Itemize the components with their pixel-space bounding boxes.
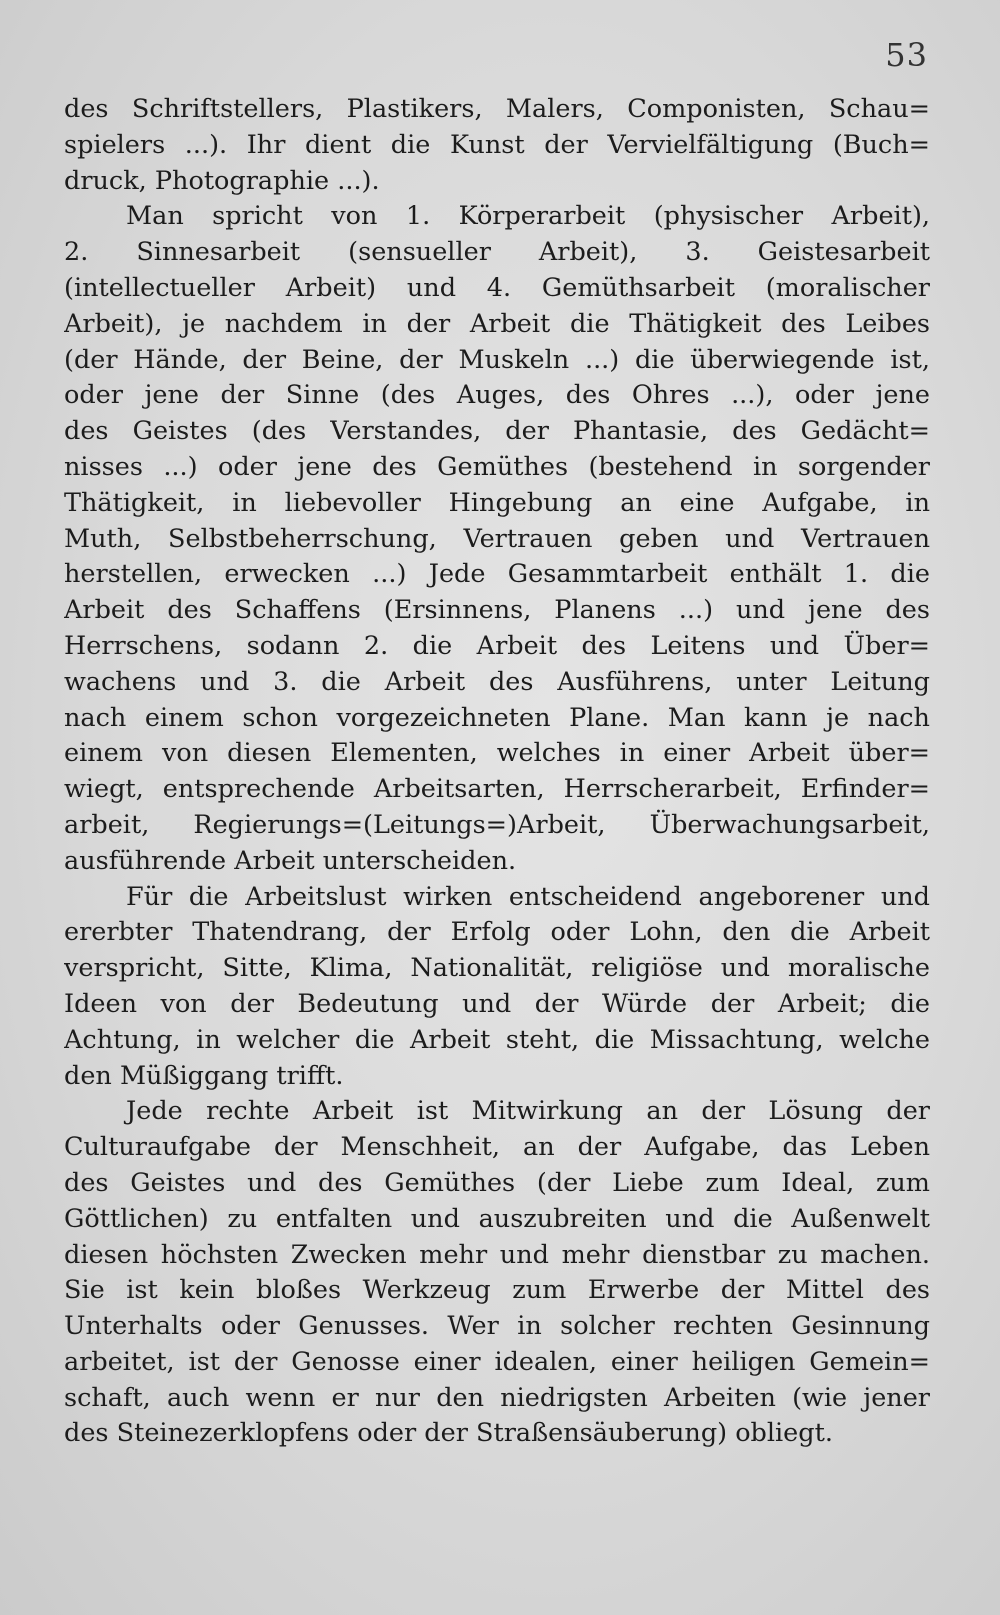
text-line: arbeitet, ist der Genosse einer idealen, einer heiligen Gemein=	[64, 1346, 930, 1377]
text-line: ausführende Arbeit unterscheiden.	[64, 845, 517, 876]
text-line: Jede rechte Arbeit ist Mitwirkung an der Lösung der	[126, 1096, 930, 1127]
text-line: Unterhalts oder Genusses. Wer in solcher rechten Gesinnung	[64, 1311, 930, 1342]
text-line: Sie ist kein bloßes Werkzeug zum Erwerbe der Mittel des	[64, 1275, 930, 1306]
text-line: Man spricht von 1. Körperarbeit (physischer Arbeit),	[126, 201, 930, 232]
text-line: den Müßiggang trifft.	[64, 1060, 344, 1091]
text-line: wachens und 3. die Arbeit des Ausführens, unter Leitung	[64, 666, 930, 697]
text-line: Thätigkeit, in liebevoller Hingebung an eine Aufgabe, in	[64, 487, 930, 518]
text-line: (intellectueller Arbeit) und 4. Gemüthsarbeit (moralischer	[64, 272, 930, 303]
text-line: Ideen von der Bedeutung und der Würde der Arbeit; die	[64, 988, 930, 1019]
text-line: des Geistes und des Gemüthes (der Liebe zum Ideal, zum	[64, 1167, 930, 1198]
text-line: 2. Sinnesarbeit (sensueller Arbeit), 3. Geistesarbeit	[64, 237, 930, 268]
text-line: Muth, Selbstbeherrschung, Vertrauen geben und Vertrauen	[64, 523, 930, 554]
text-line: Arbeit des Schaffens (Ersinnens, Planens ...) und jene des	[64, 595, 930, 626]
text-line: schaft, auch wenn er nur den niedrigsten Arbeiten (wie jener	[64, 1382, 930, 1413]
text-line: Herrschens, sodann 2. die Arbeit des Leitens und Über=	[64, 630, 930, 661]
text-line: verspricht, Sitte, Klima, Nationalität, religiöse und moralische	[64, 953, 930, 984]
body-text	[64, 92, 930, 1452]
text-line: oder jene der Sinne (des Auges, des Ohres ...), oder jene	[64, 380, 930, 411]
text-line: spielers ...). Ihr dient die Kunst der Vervielfältigung (Buch=	[64, 129, 930, 160]
text-line: des Geistes (des Verstandes, der Phantasie, des Gedächt=	[64, 416, 930, 447]
text-line: des Steinezerklopfens oder der Straßensäuberung) obliegt.	[64, 1418, 833, 1449]
text-line: Arbeit), je nachdem in der Arbeit die Thätigkeit des Leibes	[64, 308, 930, 339]
text-line: Göttlichen) zu entfalten und auszubreiten und die Außenwelt	[64, 1203, 930, 1234]
text-line: Für die Arbeitslust wirken entscheidend angeborener und	[126, 881, 930, 912]
text-line: diesen höchsten Zwecken mehr und mehr dienstbar zu machen.	[64, 1239, 930, 1270]
text-line: herstellen, erwecken ...) Jede Gesammtarbeit enthält 1. die	[64, 559, 930, 590]
text-line: des Schriftstellers, Plastikers, Malers, Componisten, Schau=	[64, 94, 930, 124]
text-line: arbeit, Regierungs=(Leitungs=)Arbeit, Überwachungsarbeit,	[64, 809, 930, 840]
text-line: ererbter Thatendrang, der Erfolg oder Lohn, den die Arbeit	[64, 917, 930, 948]
page-number: 53	[885, 36, 928, 74]
text-line: druck, Photographie ...).	[64, 165, 380, 196]
text-line: nisses ...) oder jene des Gemüthes (bestehend in sorgender	[64, 451, 930, 482]
text-line: wiegt, entsprechende Arbeitsarten, Herrscherarbeit, Erfinder=	[64, 774, 930, 805]
text-line: nach einem schon vorgezeichneten Plane. Man kann je nach	[64, 702, 930, 733]
text-line: einem von diesen Elementen, welches in einer Arbeit über=	[64, 738, 930, 769]
text-line: (der Hände, der Beine, der Muskeln ...) die überwiegende ist,	[64, 344, 930, 375]
text-line: Culturaufgabe der Menschheit, an der Aufgabe, das Leben	[64, 1132, 930, 1163]
text-line: Achtung, in welcher die Arbeit steht, die Missachtung, welche	[64, 1024, 930, 1055]
